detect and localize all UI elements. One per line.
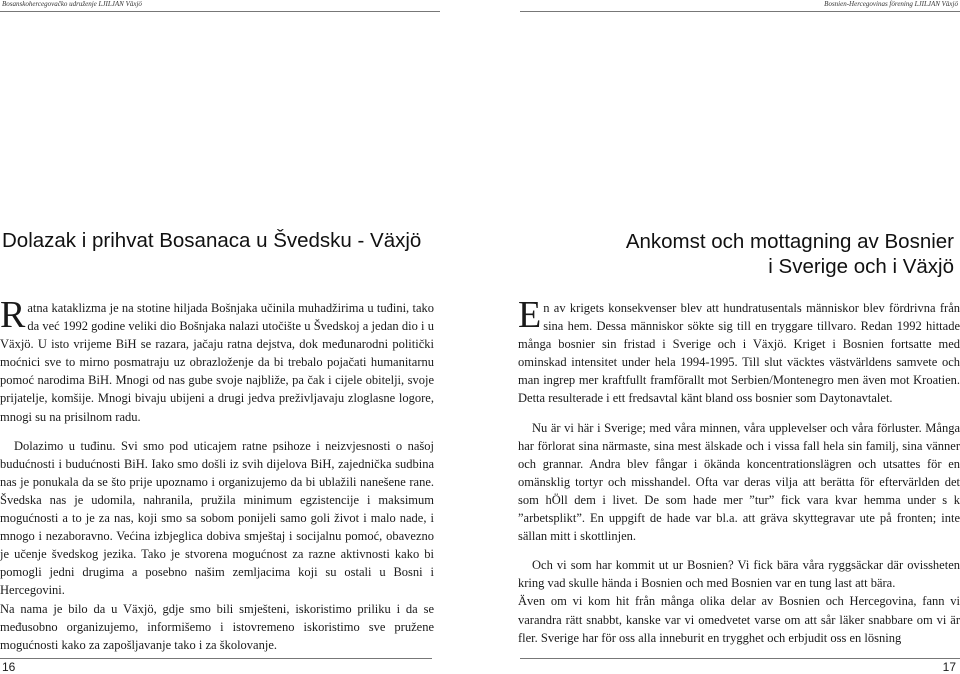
left-paragraph-1-text: atna kataklizma je na stotine hiljada Bošnjaka učinila muhadžirima u tuđini, tako da već 1992 godine veliki dio Bošnjaka nalazi utočište u Švedskoj a jedan dio i u Växjö. U isto vrijeme BiH se razara, jačaju ratna dejstva, dok međunarodni politički moćnici sve to mirno posmatraju uz obrazloženje da bi trebalo pojačati humanitarnu pomoć narodima BiH. Mnogi od nas gube svoje najbliže, pa čak i cijele obitelji, svoje prijatelje, komšije. Mnogi bivaju ubijeni a drugi jedva preživljavaju zloglasne logore, mnogi su na prisilnom radu. xyxy=(0,301,434,424)
left-dropcap: R xyxy=(0,294,26,336)
top-rule-right xyxy=(520,11,960,12)
right-paragraph-3: Och vi som har kommit ut ur Bosnien? Vi fick bära våra ryggsäckar där ovissheten kring vad skulle hända i Bosnien och med Bosnien var en tung last att bära. xyxy=(518,558,960,591)
left-paragraph-3: Na nama je bilo da u Växjö, gdje smo bili smješteni, iskoristimo priliku i da se međusobno organizujemo, informišemo i istovremeno iskoristimo sve pružene mogućnosti kako za zapošljavanje tako i za školovanje. xyxy=(0,601,434,652)
right-dropcap: E xyxy=(518,294,542,336)
header-right: Bosnien-Hercegovinas förening LJILJAN Växjö xyxy=(824,0,958,8)
left-page-title: Dolazak i prihvat Bosanaca u Švedsku - Växjö xyxy=(2,229,422,252)
left-paragraph-1 xyxy=(0,294,434,426)
page-number-left: 16 xyxy=(2,660,16,674)
header-left: Bosanskohercegovačko udruženje LJILJAN Växjö xyxy=(2,0,142,8)
right-paragraph-1-text: n av krigets konsekvenser blev att hundratusentals människor blev fördrivna från sina hem. Dessa människor sökte sig till en tryggare tillvaro. Redan 1992 hittade många bosnier sin fristad i Sverige och i Växjö. Kriget i Bosnien fortsatte med ominskad intensitet under hela 1994-1995. Till slut väcktes västvärldens samvete och man ingrep mer kraftfullt framförallt mot Serbien/Montenegro men även mot Kroatien. Detta resulterade i ett fredsavtal känt bland oss bosnier som Daytonavtalet. xyxy=(518,301,960,406)
page-number-right: 17 xyxy=(942,660,956,674)
right-paragraph-1 xyxy=(518,294,960,408)
bottom-rule-left xyxy=(0,658,432,659)
right-title-line2: i Sverige och i Växjö xyxy=(768,255,954,278)
right-title-line1: Ankomst och mottagning av Bosnier xyxy=(625,230,954,253)
bottom-rule-right xyxy=(520,658,960,659)
right-column xyxy=(518,294,960,647)
right-paragraph-2: Nu är vi här i Sverige; med våra minnen, våra upplevelser och våra förluster. Många har förlorat sina närmaste, sina mest älskade och i vissa fall hela sin familj, sina vänner och grannar. Andra blev fångar i ökända koncentrationslägren och utsattes för en omänsklig tortyr och misshandel. Ofta var deras vilja att berätta för eftervärlden det som hÖll dem i livet. De som hade mer ”tur” fick vara kvar hemma under s k ”arbetsplikt”. En uppgift de hade var bl.a. att gräva skyttegravar ute på fronten; inte sällan mitt i skottlinjen. xyxy=(518,420,960,544)
top-rule-left xyxy=(0,11,440,12)
left-column xyxy=(0,294,434,654)
right-paragraph-4: Även om vi kom hit från många olika delar av Bosnien och Hercegovina, fann vi varandra rätt snabbt, kanske var vi omedvetet varse om att sår läker snabbare om vi är fler. Sverige har för oss alla inneburit en trygghet och erbjudit oss en lösning xyxy=(518,594,960,645)
left-paragraph-2: Dolazimo u tuđinu. Svi smo pod uticajem ratne psihoze i neizvjesnosti o našoj budućnosti i budućnosti BiH. Iako smo došli iz svih dijelova BiH, zajednička sudbina nas je ponukala da se što prije upoznamo i organizujemo da bi ublažili nanešene rane. Švedska nas je udomila, nahranila, pružila minimum egzistencije i maksimum mogućnosti a to je za nas, koji smo sa sobom ponijeli samo goli život i malo nade, i mnogo i nezaboravno. Većina izbjeglica dobiva smještaj i socijalnu pomoć, obavezno je učenje švedskog jezika. Tako je stvorena mogućnost za razne aktivnosti kako bi pomogli jedni drugima a posebno našim zemljacima koji su ostali u Bosni i Hercegovini. xyxy=(0,438,434,598)
right-page-title xyxy=(514,229,954,279)
